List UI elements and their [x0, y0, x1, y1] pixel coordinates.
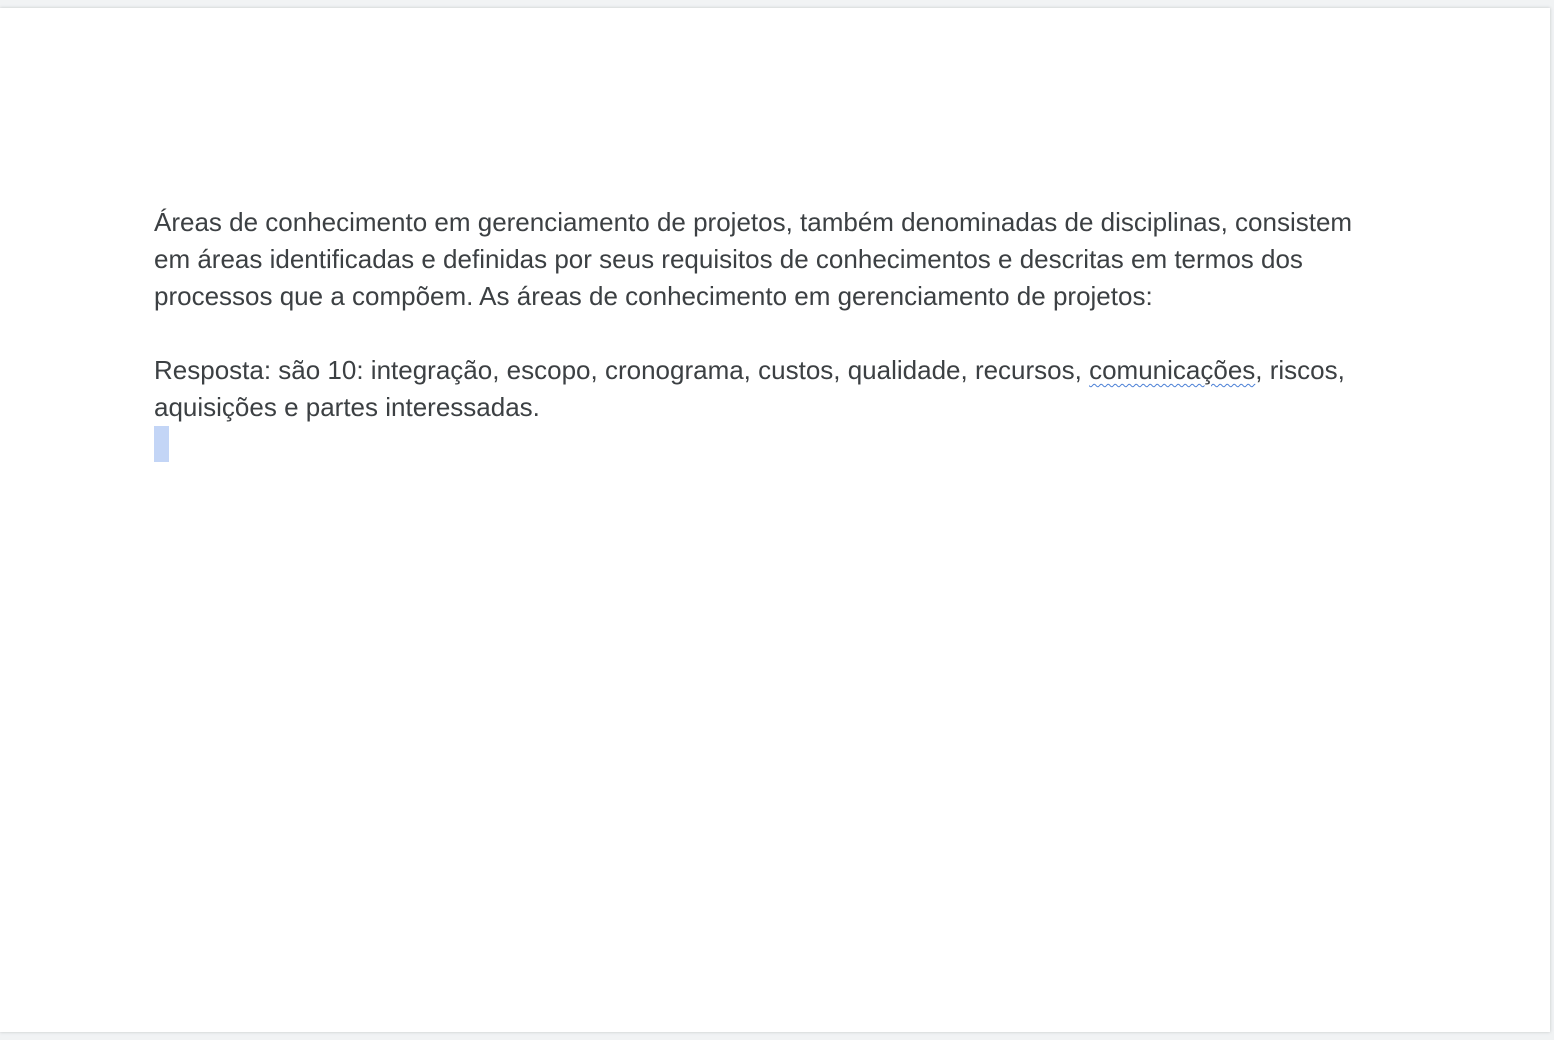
document-page — [0, 8, 1550, 1032]
spellcheck-flagged-word[interactable]: comunicações — [1089, 355, 1256, 385]
text-selection-highlight — [154, 426, 169, 462]
question-paragraph[interactable]: Áreas de conhecimento em gerenciamento de projetos, também denominadas de disciplinas, consistem em áreas identificadas e definidas por seus requisitos de conhecimentos e descritas em termos dos processos que a compõem. As áreas de conhecimento em gerenciamento de projetos: — [154, 207, 1353, 311]
answer-text-end: , riscos, aquisições e partes interessadas. — [154, 355, 1345, 422]
answer-paragraph[interactable] — [154, 352, 1354, 426]
empty-line[interactable] — [154, 426, 1354, 463]
answer-text-start: Resposta: são 10: integração, escopo, cronograma, custos, qualidade, recursos, — [154, 355, 1090, 385]
document-body[interactable] — [154, 204, 1354, 463]
